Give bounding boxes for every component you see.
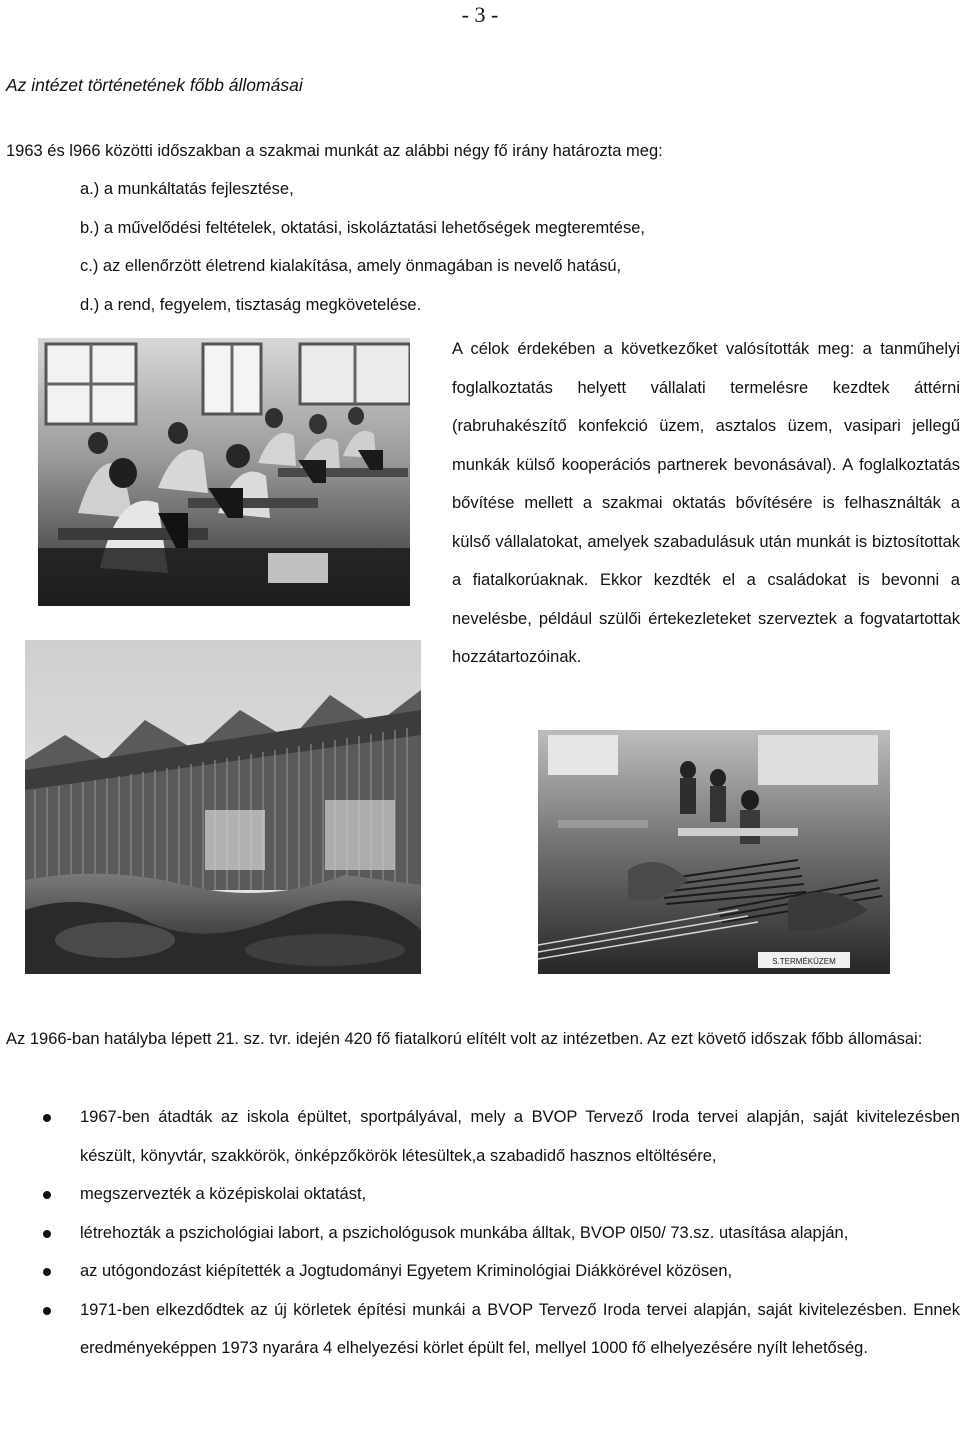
goals-paragraph: A célok érdekében a következőket valósították meg: a tanműhelyi foglalkoztatás helyett vállalati termelésre kezdtek áttérni (rabruhakészítő konfekció üzem, asztalos üzem, vasipari jellegű munkák külső kooperációs partnerek bevonásával). A foglalkoztatás bővítése mellett a szakmai oktatás bővítésére is felhasználták a külső vállalatokat, amelyek szabadulásuk után munkát is biztosítottak a fiatalkorúaknak. Ekkor kezdték el a családokat is bevonni a nevelésbe, például szülői értekezleteket szerveztek a fogvatartottak hozzátartozóinak. (452, 340, 960, 666)
direction-item: b.) a művelődési feltételek, oktatási, iskoláztatási lehetőségek megteremtése, (80, 218, 645, 237)
milestone-item (0, 1175, 960, 1214)
milestone-text: 1971-ben elkezdődtek az új körletek építési munkái a BVOP Tervező Iroda tervei alapján, saját kivitelezésben. Ennek eredményeképpen 1973 nyarára 4 elhelyezési körlet épült fel, mellyel 1000 fő elhelyezésére nyílt lehetőség. (80, 1300, 960, 1357)
milestone-item (0, 1214, 960, 1253)
milestone-item (0, 1098, 960, 1175)
direction-item: d.) a rend, fegyelem, tisztaság megkövetelése. (80, 295, 422, 314)
section-heading: Az intézet történetének főbb állomásai (6, 75, 303, 95)
bullet-icon (43, 1230, 51, 1238)
milestone-text: megszervezték a középiskolai oktatást, (80, 1185, 367, 1203)
milestone-item (0, 1291, 960, 1368)
milestones-list (0, 1098, 960, 1368)
photo-icon (25, 640, 421, 974)
directions-list (80, 176, 645, 330)
photo-icon (538, 730, 890, 974)
photo-icon (38, 338, 410, 606)
factory-hall-photo (25, 640, 421, 974)
bullet-icon (43, 1191, 51, 1199)
direction-item: c.) az ellenőrzött életrend kialakítása, amely önmagában is nevelő hatású, (80, 257, 622, 275)
milestone-text: 1967-ben átadták az iskola épültet, sportpályával, mely a BVOP Tervező Iroda tervei alapján, saját kivitelezésben készült, könyvtár, szakkörök, önképzőkörök létesültek,a szabadidő hasznos eltöltésére, (80, 1108, 960, 1165)
page-number: - 3 - (461, 2, 499, 27)
direction-item: a.) a munkáltatás fejlesztése, (80, 180, 294, 198)
bullet-icon (43, 1307, 51, 1315)
workshop-sign-text: S.TERMÉKÜZEM (772, 957, 836, 966)
law-paragraph: Az 1966-ban hatályba lépett 21. sz. tvr. idején 420 fő fiatalkorú elítélt volt az intézetben. Az ezt követő időszak főbb állomásai: (6, 1030, 923, 1048)
bullet-icon (43, 1114, 51, 1122)
sewing-workshop-photo (38, 338, 410, 606)
milestone-item (0, 1252, 960, 1291)
broom-workshop-photo (538, 730, 890, 974)
milestone-text: létrehozták a pszichológiai labort, a pszichológusok munkába álltak, BVOP 0l50/ 73.sz. utasítása alapján, (80, 1223, 849, 1242)
intro-sentence: 1963 és l966 közötti időszakban a szakmai munkát az alábbi négy fő irány határozta meg: (6, 142, 663, 160)
bullet-icon (43, 1268, 51, 1276)
milestone-text: az utógondozást kiépítették a Jogtudományi Egyetem Kriminológiai Diákkörével közösen, (80, 1262, 733, 1280)
